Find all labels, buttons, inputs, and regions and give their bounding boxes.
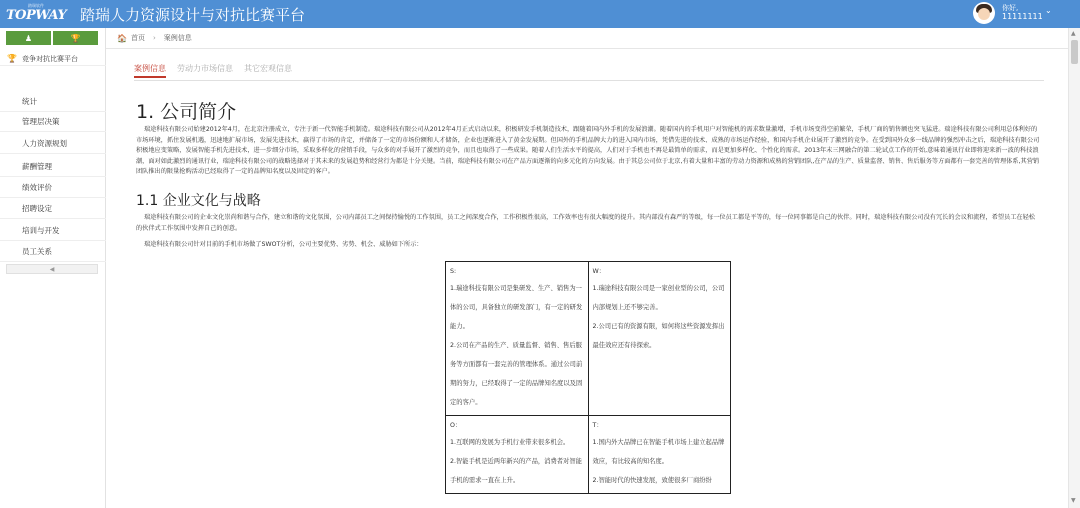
scroll-down-icon[interactable]: ▼ <box>1071 497 1076 504</box>
scroll-up-icon[interactable]: ▲ <box>1071 30 1076 37</box>
section-heading: 1. 公司简介 <box>136 101 237 123</box>
company-intro-paragraph: 瑞途科技有限公司始建2012年4月，在北京注册成立，专注于新一代智能手机制造。瑞途科技有限公司从2012年4月正式启动以来，积极研发手机制造技术，跟随着国内外手机的发展浪潮。随着国内的手机用户对智能机的需求数量激增，手机市场变得空前繁荣，手机厂商的销售额也突飞猛进。瑞途科技有限公司利用总体利好的市场环境，抓住发展机遇，迅速地扩展市场，发展先进技术，赢得了市场的肯定，并储备了一定的市场份额和人才储备，企业也逐渐进入了黄金发展期。但国外的手机品牌大力的进入国内市场，凭借先进的技术、成熟的市场运作经验，和国内手机企业展开了激烈的竞争。在受到国外众多一线品牌的强烈冲击之后，瑞途科技有限公司积极地应变策略，发展智能手机先进技术，进一步细分市场，采取多样化的营销手段，与众多的对手展开了激烈的竞争，而且也取得了一些成果。随着人们生活水平的提高，人们对于手机也不再是最简单的需求，而是更加多样化、个性化的需求。2013年末三网融合的第二轮试点工作的开始,意味着通讯行业即将迎来新一波的科技浪潮，面对如此激烈的通讯行业，瑞途科技有限公司的战略选择对于其未来的发展趋势和经营行为都是十分关键。当前，瑞途科技有限公司在产品方面逐渐的向多元化的方向发展。由于其总公司位于北京,有着大量和丰富的劳动力资源和成熟的营销团队,在产品的生产、质量监督、销售、售后服务等方面都有一套完善的管理体系,其营销团队推出的限量抢购活动已经取得了一定的品牌知名度以及固定的客户。 <box>136 126 1040 175</box>
list-item: 2.智能手机是近两年新兴的产品，消费者对智能手机的需求一直在上升。 <box>450 458 582 484</box>
swot-strengths-cell <box>446 262 589 416</box>
chevron-right-icon: › <box>152 34 156 42</box>
swot-table <box>445 261 731 494</box>
scroll-thumb[interactable] <box>1071 40 1078 64</box>
sidebar-item-label: 招聘设定 <box>22 204 52 213</box>
opportunities-title: O： <box>450 422 462 429</box>
user-greeting: 你好, <box>1002 4 1019 12</box>
list-item: 1.瑞途科技有限公司是一家创业型的公司，公司内部规划上还不够完善。 <box>592 285 725 311</box>
list-item: 2.公司已有的资源有限，如何将这些资源发挥出最佳效应还有待探索。 <box>592 323 725 349</box>
sidebar-item-label: 管理层决策 <box>22 117 60 126</box>
culture-paragraph: 瑞途科技有限公司的企业文化崇尚和谐与合作，建立和谐的文化氛围，公司内部员工之间保持愉悦的工作氛围，员工之间深度合作，工作积极性很高，工作效率也有很大幅度的提升。其内部没有森严的等级，每一位员工都是平等的，每一位同事都是自己的伙伴。同时，瑞途科技有限公司没有冗长的会议和流程，希望员工在轻松的伙伴式工作氛围中发挥自己的创意。 <box>136 214 1035 232</box>
sidebar-item-hr-planning[interactable] <box>0 134 106 154</box>
tab-bar <box>134 63 292 78</box>
logo-subtext: 踏瑞软件 <box>28 3 44 8</box>
breadcrumb-home[interactable]: 首页 <box>130 34 145 42</box>
sidebar-item-statistics[interactable] <box>0 92 106 112</box>
strengths-title: S: <box>450 268 457 275</box>
user-shortcut-button[interactable] <box>6 31 51 45</box>
sidebar-item-compensation[interactable] <box>0 157 106 177</box>
sidebar-item-label: 统计 <box>22 97 37 106</box>
sidebar-item-employee-relations[interactable] <box>0 242 106 262</box>
weaknesses-title: W： <box>592 268 606 275</box>
tab-divider <box>134 80 1044 81</box>
user-avatar[interactable] <box>973 2 995 24</box>
home-icon[interactable]: 🏠 <box>117 33 127 43</box>
user-icon: ♟ <box>24 33 33 43</box>
list-item: 1.互联网的发展为手机行业带来很多机会。 <box>450 439 570 446</box>
tab-macro-info[interactable]: 其它宏观信息 <box>244 64 292 73</box>
chevron-left-icon: ◀ <box>49 265 55 273</box>
sidebar-shortcut-buttons <box>6 31 98 45</box>
threats-title: T： <box>592 422 603 429</box>
table-row <box>446 416 731 494</box>
breadcrumb-current: 案例信息 <box>163 34 192 42</box>
sidebar <box>0 28 106 508</box>
sidebar-item-training[interactable] <box>0 221 106 241</box>
top-header <box>0 0 1080 28</box>
sidebar-item-label: 培训与开发 <box>22 226 60 235</box>
swot-opportunities-cell <box>446 416 589 494</box>
app-title: 踏瑞人力资源设计与对抗比赛平台 <box>80 6 306 24</box>
trophy-icon: 🏆 <box>70 33 81 43</box>
list-item: 2.智能时代的快速发展，致使很多厂商纷纷 <box>592 477 712 484</box>
list-item: 1.瑞途科技有限公司是集研发、生产、销售为一体的公司，具备独立的研发部门，有一定的研发能力。 <box>450 285 583 330</box>
tab-labor-market[interactable]: 劳动力市场信息 <box>177 64 233 73</box>
page-scrollbar[interactable] <box>1068 28 1080 508</box>
logo-text: TOPWAY <box>6 8 67 23</box>
sidebar-section-header[interactable] <box>0 52 106 66</box>
swot-intro-paragraph: 瑞途科技有限公司针对目前的手机市场做了SWOT分析，公司主要优势、劣势、机会、威胁如下所示： <box>144 241 423 248</box>
sidebar-item-label: 员工关系 <box>22 247 52 256</box>
swot-weaknesses-cell <box>588 262 731 416</box>
swot-threats-cell <box>588 416 731 494</box>
sidebar-item-recruitment[interactable] <box>0 199 106 219</box>
sidebar-item-label: 绩效评价 <box>22 183 52 192</box>
sidebar-section-label: 竞争对抗比赛平台 <box>21 54 78 63</box>
breadcrumb <box>106 28 1068 49</box>
sidebar-item-label: 薪酬管理 <box>22 162 52 171</box>
sidebar-item-performance[interactable] <box>0 178 106 198</box>
user-id: 11111111 <box>1002 12 1043 21</box>
list-item: 1.国内外大品牌已在智能手机市场上建立起品牌效应，有比较高的知名度。 <box>592 439 725 465</box>
list-item: 2.公司在产品的生产、质量监督、销售、售后服务等方面都有一套完善的管理体系。通过公司前期的努力，已经取得了一定的品牌知名度以及固定的客户。 <box>450 342 583 406</box>
tab-case-info[interactable]: 案例信息 <box>134 63 166 78</box>
subsection-heading: 1.1 企业文化与战略 <box>136 193 261 209</box>
chevron-down-icon[interactable]: ⌄ <box>1045 6 1052 15</box>
trophy-shortcut-button[interactable] <box>53 31 98 45</box>
table-row <box>446 262 731 416</box>
trophy-icon: 🏆 <box>7 54 17 63</box>
sidebar-item-label: 人力资源规划 <box>22 139 67 148</box>
main-content <box>106 49 1068 508</box>
avatar-face <box>978 8 990 20</box>
topway-logo[interactable] <box>6 3 67 25</box>
sidebar-collapse-button[interactable] <box>6 264 98 274</box>
sidebar-item-management-decision[interactable] <box>0 112 106 132</box>
